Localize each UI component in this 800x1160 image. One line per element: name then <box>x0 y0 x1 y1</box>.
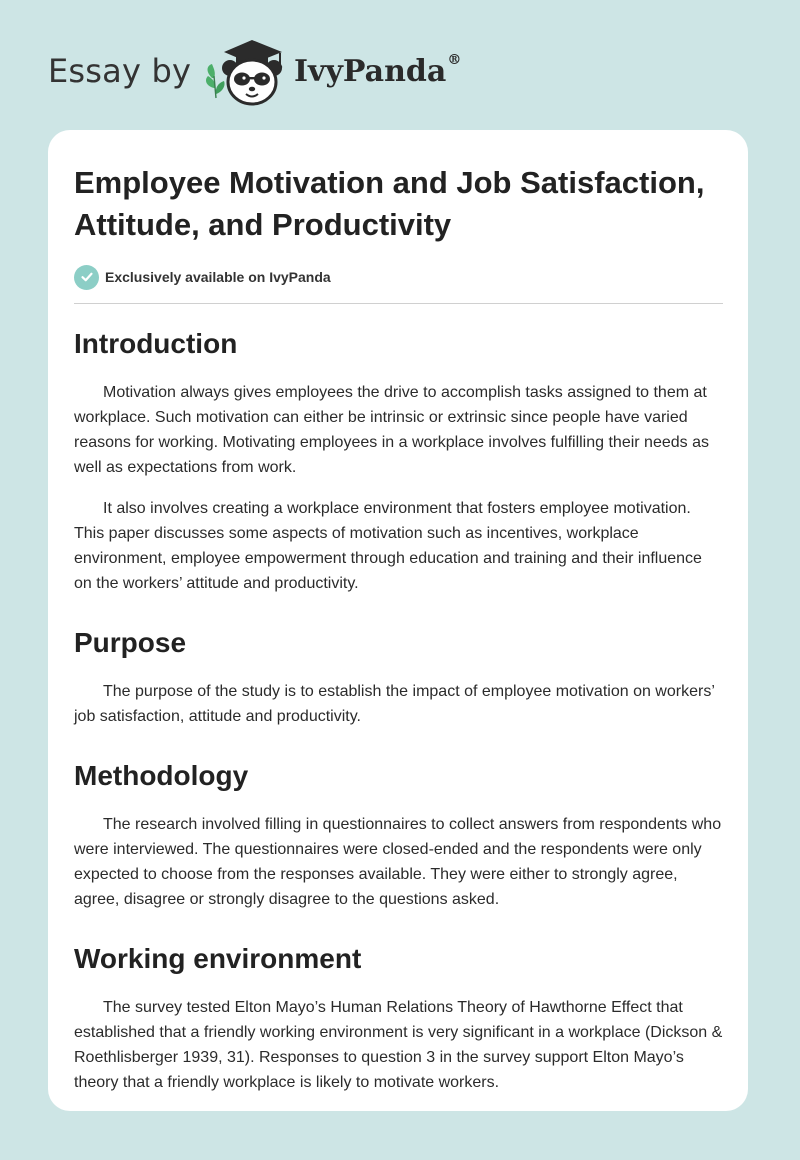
paragraph: The purpose of the study is to establish the impact of employee motivation on workers’ job satisfaction, attitude and productivity. <box>74 683 715 725</box>
brand-header <box>48 36 468 112</box>
section-heading-purpose: Purpose <box>74 627 187 658</box>
essay-card <box>48 130 748 1111</box>
exclusive-badge <box>74 264 331 290</box>
paragraph: The research involved filling in questionnaires to collect answers from respondents who were interviewed. The questionnaires were closed-ended and the respondents were only expected to choose from the responses available. They were either to strongly agree, agree, disagree or strongly disagree to the questions asked. <box>74 816 722 908</box>
ivy-leaf-icon <box>206 64 225 98</box>
paragraph: Motivation always gives employees the drive to accomplish tasks assigned to them at workplace. Such motivation can either be intrinsic or extrinsic since people have varied reasons for working. Motivating employees in a workplace involves fulfilling their needs as well as expectations from work. <box>74 384 709 476</box>
registered-mark: ® <box>447 52 462 68</box>
section-heading-methodology: Methodology <box>74 760 249 791</box>
brand-name[interactable]: IvyPanda® <box>294 52 462 89</box>
essay-body <box>74 322 724 1095</box>
paragraph: It also involves creating a workplace environment that fosters employee motivation. This paper discusses some aspects of motivation such as incentives, workplace environment, employee empowerment through education and training and their influence on the workers’ attitude and productivity. <box>74 500 702 592</box>
divider <box>74 303 723 304</box>
paragraph: The survey tested Elton Mayo’s Human Relations Theory of Hawthorne Effect that established that a friendly working environment is very significant in a workplace (Dickson & Roethlisberger 1939, 31). Responses to question 3 in the survey support Elton Mayo’s theory that a friendly workplace is likely to motivate workers. <box>74 999 723 1091</box>
brand-prefix: Essay by <box>48 52 192 90</box>
check-circle-icon <box>74 265 99 290</box>
exclusive-text: Exclusively available on IvyPanda <box>105 269 331 285</box>
panda-graduate-icon[interactable] <box>202 36 292 110</box>
section-heading-working-environment: Working environment <box>74 943 362 974</box>
section-heading-introduction: Introduction <box>74 328 238 359</box>
page-title: Employee Motivation and Job Satisfaction, Attitude, and Productivity <box>74 165 705 242</box>
